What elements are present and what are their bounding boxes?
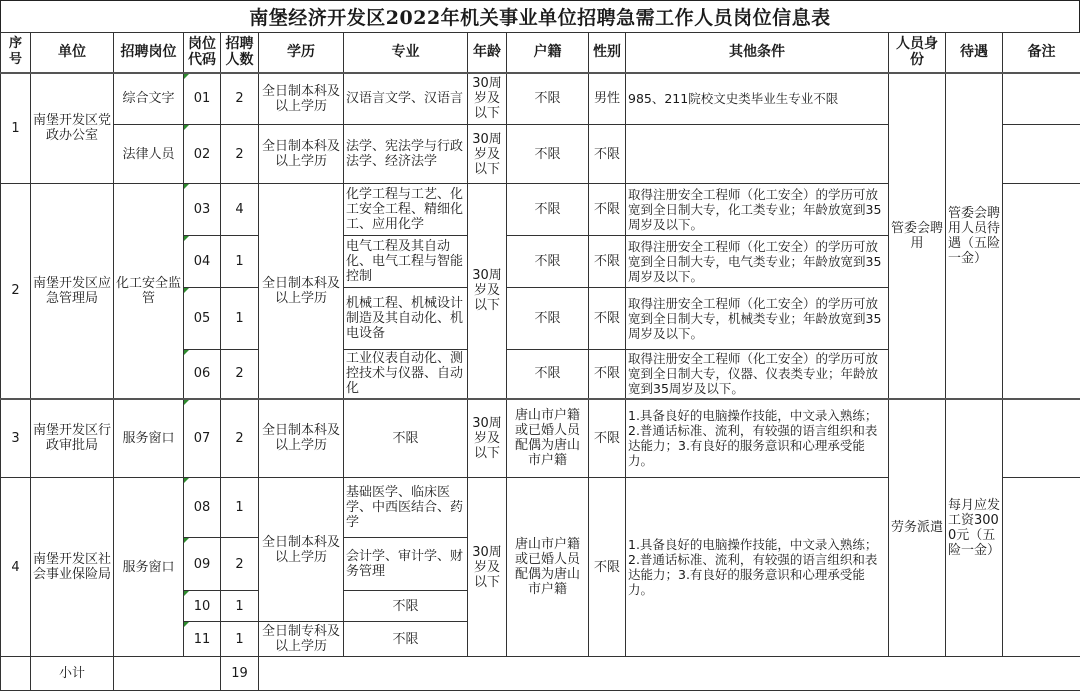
- header-hukou: 户籍: [507, 33, 589, 73]
- count-cell: 2: [221, 399, 259, 478]
- gender-cell: 男性: [589, 73, 626, 125]
- count-cell: 1: [221, 622, 259, 657]
- major-cell: 不限: [344, 399, 468, 478]
- position-cell: 服务窗口: [114, 478, 184, 657]
- remark-cell: [1003, 73, 1080, 125]
- other-cell: 1.具备良好的电脑操作技能，中文录入熟练；2.普通话标准、流利，有较强的语言组织和表达能力；3.有良好的服务意识和心理承受能力。: [626, 478, 889, 657]
- education-cell: 全日制本科及以上学历: [259, 478, 344, 622]
- unit-cell: 南堡开发区党政办公室: [31, 73, 114, 184]
- position-cell: 服务窗口: [114, 399, 184, 478]
- seq-cell: 3: [1, 399, 31, 478]
- code-cell: 02: [184, 125, 221, 184]
- subtotal-seq-cell: [1, 657, 31, 691]
- count-cell: 2: [221, 73, 259, 125]
- seq-cell: 2: [1, 184, 31, 399]
- count-cell: 2: [221, 538, 259, 591]
- gender-cell: 不限: [589, 399, 626, 478]
- table-row: [1, 73, 1080, 125]
- hukou-cell: 不限: [507, 350, 589, 399]
- count-cell: 1: [221, 236, 259, 288]
- education-cell: 全日制本科及以上学历: [259, 399, 344, 478]
- other-cell: 1.具备良好的电脑操作技能，中文录入熟练；2.普通话标准、流利，有较强的语言组织和表达能力；3.有良好的服务意识和心理承受能力。: [626, 399, 889, 478]
- header-remark: 备注: [1003, 33, 1080, 73]
- header-age: 年龄: [468, 33, 507, 73]
- education-cell: 全日制本科及以上学历: [259, 125, 344, 184]
- other-cell: 取得注册安全工程师（化工安全）的学历可放宽到全日制大专，机械类专业；年龄放宽到35周岁及以下。: [626, 288, 889, 350]
- gender-cell: 不限: [589, 288, 626, 350]
- age-cell: 30周岁及以下: [468, 184, 507, 399]
- unit-cell: 南堡开发区社会事业保险局: [31, 478, 114, 657]
- seq-cell: 4: [1, 478, 31, 657]
- code-cell: 04: [184, 236, 221, 288]
- subtotal-label: 小计: [31, 657, 114, 691]
- major-cell: 化学工程与工艺、化工安全工程、精细化工、应用化学: [344, 184, 468, 236]
- major-cell: 汉语言文学、汉语言: [344, 73, 468, 125]
- header-education: 学历: [259, 33, 344, 73]
- header-treatment: 待遇: [946, 33, 1003, 73]
- age-cell: 30周岁及以下: [468, 478, 507, 657]
- remark-cell: [1003, 399, 1080, 478]
- count-cell: 2: [221, 350, 259, 399]
- position-cell: 化工安全监管: [114, 184, 184, 399]
- other-cell: 985、211院校文史类毕业生专业不限: [626, 73, 889, 125]
- gender-cell: 不限: [589, 350, 626, 399]
- hukou-cell: 不限: [507, 73, 589, 125]
- header-seq: 序号: [1, 33, 31, 73]
- hukou-cell: 不限: [507, 184, 589, 236]
- major-cell: 法学、宪法学与行政法学、经济法学: [344, 125, 468, 184]
- header-count: 招聘人数: [221, 33, 259, 73]
- code-cell: 01: [184, 73, 221, 125]
- remark-cell: [1003, 184, 1080, 399]
- other-cell: 取得注册安全工程师（化工安全）的学历可放宽到全日制大专，仪器、仪表类专业；年龄放宽到35周岁及以下。: [626, 350, 889, 399]
- table-row: [1, 399, 1080, 478]
- major-cell: 不限: [344, 622, 468, 657]
- major-cell: 电气工程及其自动化、电气工程与智能控制: [344, 236, 468, 288]
- education-cell: 全日制专科及以上学历: [259, 622, 344, 657]
- identity-cell: 劳务派遣: [889, 399, 946, 657]
- count-cell: 1: [221, 288, 259, 350]
- header-gender: 性别: [589, 33, 626, 73]
- code-cell: 06: [184, 350, 221, 399]
- identity-cell: 管委会聘用: [889, 73, 946, 399]
- unit-cell: 南堡开发区应急管理局: [31, 184, 114, 399]
- gender-cell: 不限: [589, 478, 626, 657]
- gender-cell: 不限: [589, 236, 626, 288]
- unit-cell: 南堡开发区行政审批局: [31, 399, 114, 478]
- major-cell: 工业仪表自动化、测控技术与仪器、自动化: [344, 350, 468, 399]
- major-cell: 机械工程、机械设计制造及其自动化、机电设备: [344, 288, 468, 350]
- education-cell: 全日制本科及以上学历: [259, 184, 344, 399]
- treatment-cell: 每月应发工资3000元（五险一金）: [946, 399, 1003, 657]
- age-cell: 30周岁及以下: [468, 73, 507, 125]
- code-cell: 08: [184, 478, 221, 538]
- hukou-cell: 不限: [507, 236, 589, 288]
- count-cell: 1: [221, 591, 259, 622]
- subtotal-rest-cell: [259, 657, 1080, 691]
- gender-cell: 不限: [589, 125, 626, 184]
- code-cell: 03: [184, 184, 221, 236]
- treatment-cell: 管委会聘用人员待遇（五险一金）: [946, 73, 1003, 399]
- position-cell: 综合文字: [114, 73, 184, 125]
- major-cell: 会计学、审计学、财务管理: [344, 538, 468, 591]
- code-cell: 09: [184, 538, 221, 591]
- header-other: 其他条件: [626, 33, 889, 73]
- age-cell: 30周岁及以下: [468, 399, 507, 478]
- header-unit: 单位: [31, 33, 114, 73]
- age-cell: 30周岁及以下: [468, 125, 507, 184]
- header-major: 专业: [344, 33, 468, 73]
- header-code: 岗位代码: [184, 33, 221, 73]
- header-position: 招聘岗位: [114, 33, 184, 73]
- code-cell: 10: [184, 591, 221, 622]
- seq-cell: 1: [1, 73, 31, 184]
- subtotal-row: [1, 657, 1080, 691]
- position-cell: 法律人员: [114, 125, 184, 184]
- hukou-cell: 唐山市户籍或已婚人员配偶为唐山市户籍: [507, 478, 589, 657]
- code-cell: 07: [184, 399, 221, 478]
- major-cell: 不限: [344, 591, 468, 622]
- hukou-cell: 唐山市户籍或已婚人员配偶为唐山市户籍: [507, 399, 589, 478]
- count-cell: 2: [221, 125, 259, 184]
- count-cell: 4: [221, 184, 259, 236]
- gender-cell: 不限: [589, 184, 626, 236]
- other-cell: 取得注册安全工程师（化工安全）的学历可放宽到全日制大专，电气类专业；年龄放宽到35周岁及以下。: [626, 236, 889, 288]
- code-cell: 05: [184, 288, 221, 350]
- hukou-cell: 不限: [507, 288, 589, 350]
- remark-cell: [1003, 478, 1080, 657]
- code-cell: 11: [184, 622, 221, 657]
- other-cell: 取得注册安全工程师（化工安全）的学历可放宽到全日制大专，化工类专业；年龄放宽到35周岁及以下。: [626, 184, 889, 236]
- major-cell: 基础医学、临床医学、中西医结合、药学: [344, 478, 468, 538]
- count-cell: 1: [221, 478, 259, 538]
- other-cell: [626, 125, 889, 184]
- header-row: [1, 33, 1080, 73]
- remark-cell: [1003, 125, 1080, 184]
- header-identity: 人员身份: [889, 33, 946, 73]
- subtotal-count: 19: [221, 657, 259, 691]
- subtotal-empty-cell: [114, 657, 221, 691]
- education-cell: 全日制本科及以上学历: [259, 73, 344, 125]
- page-title: 南堡经济开发区2022年机关事业单位招聘急需工作人员岗位信息表: [0, 0, 1080, 32]
- hukou-cell: 不限: [507, 125, 589, 184]
- positions-table: [0, 32, 1080, 691]
